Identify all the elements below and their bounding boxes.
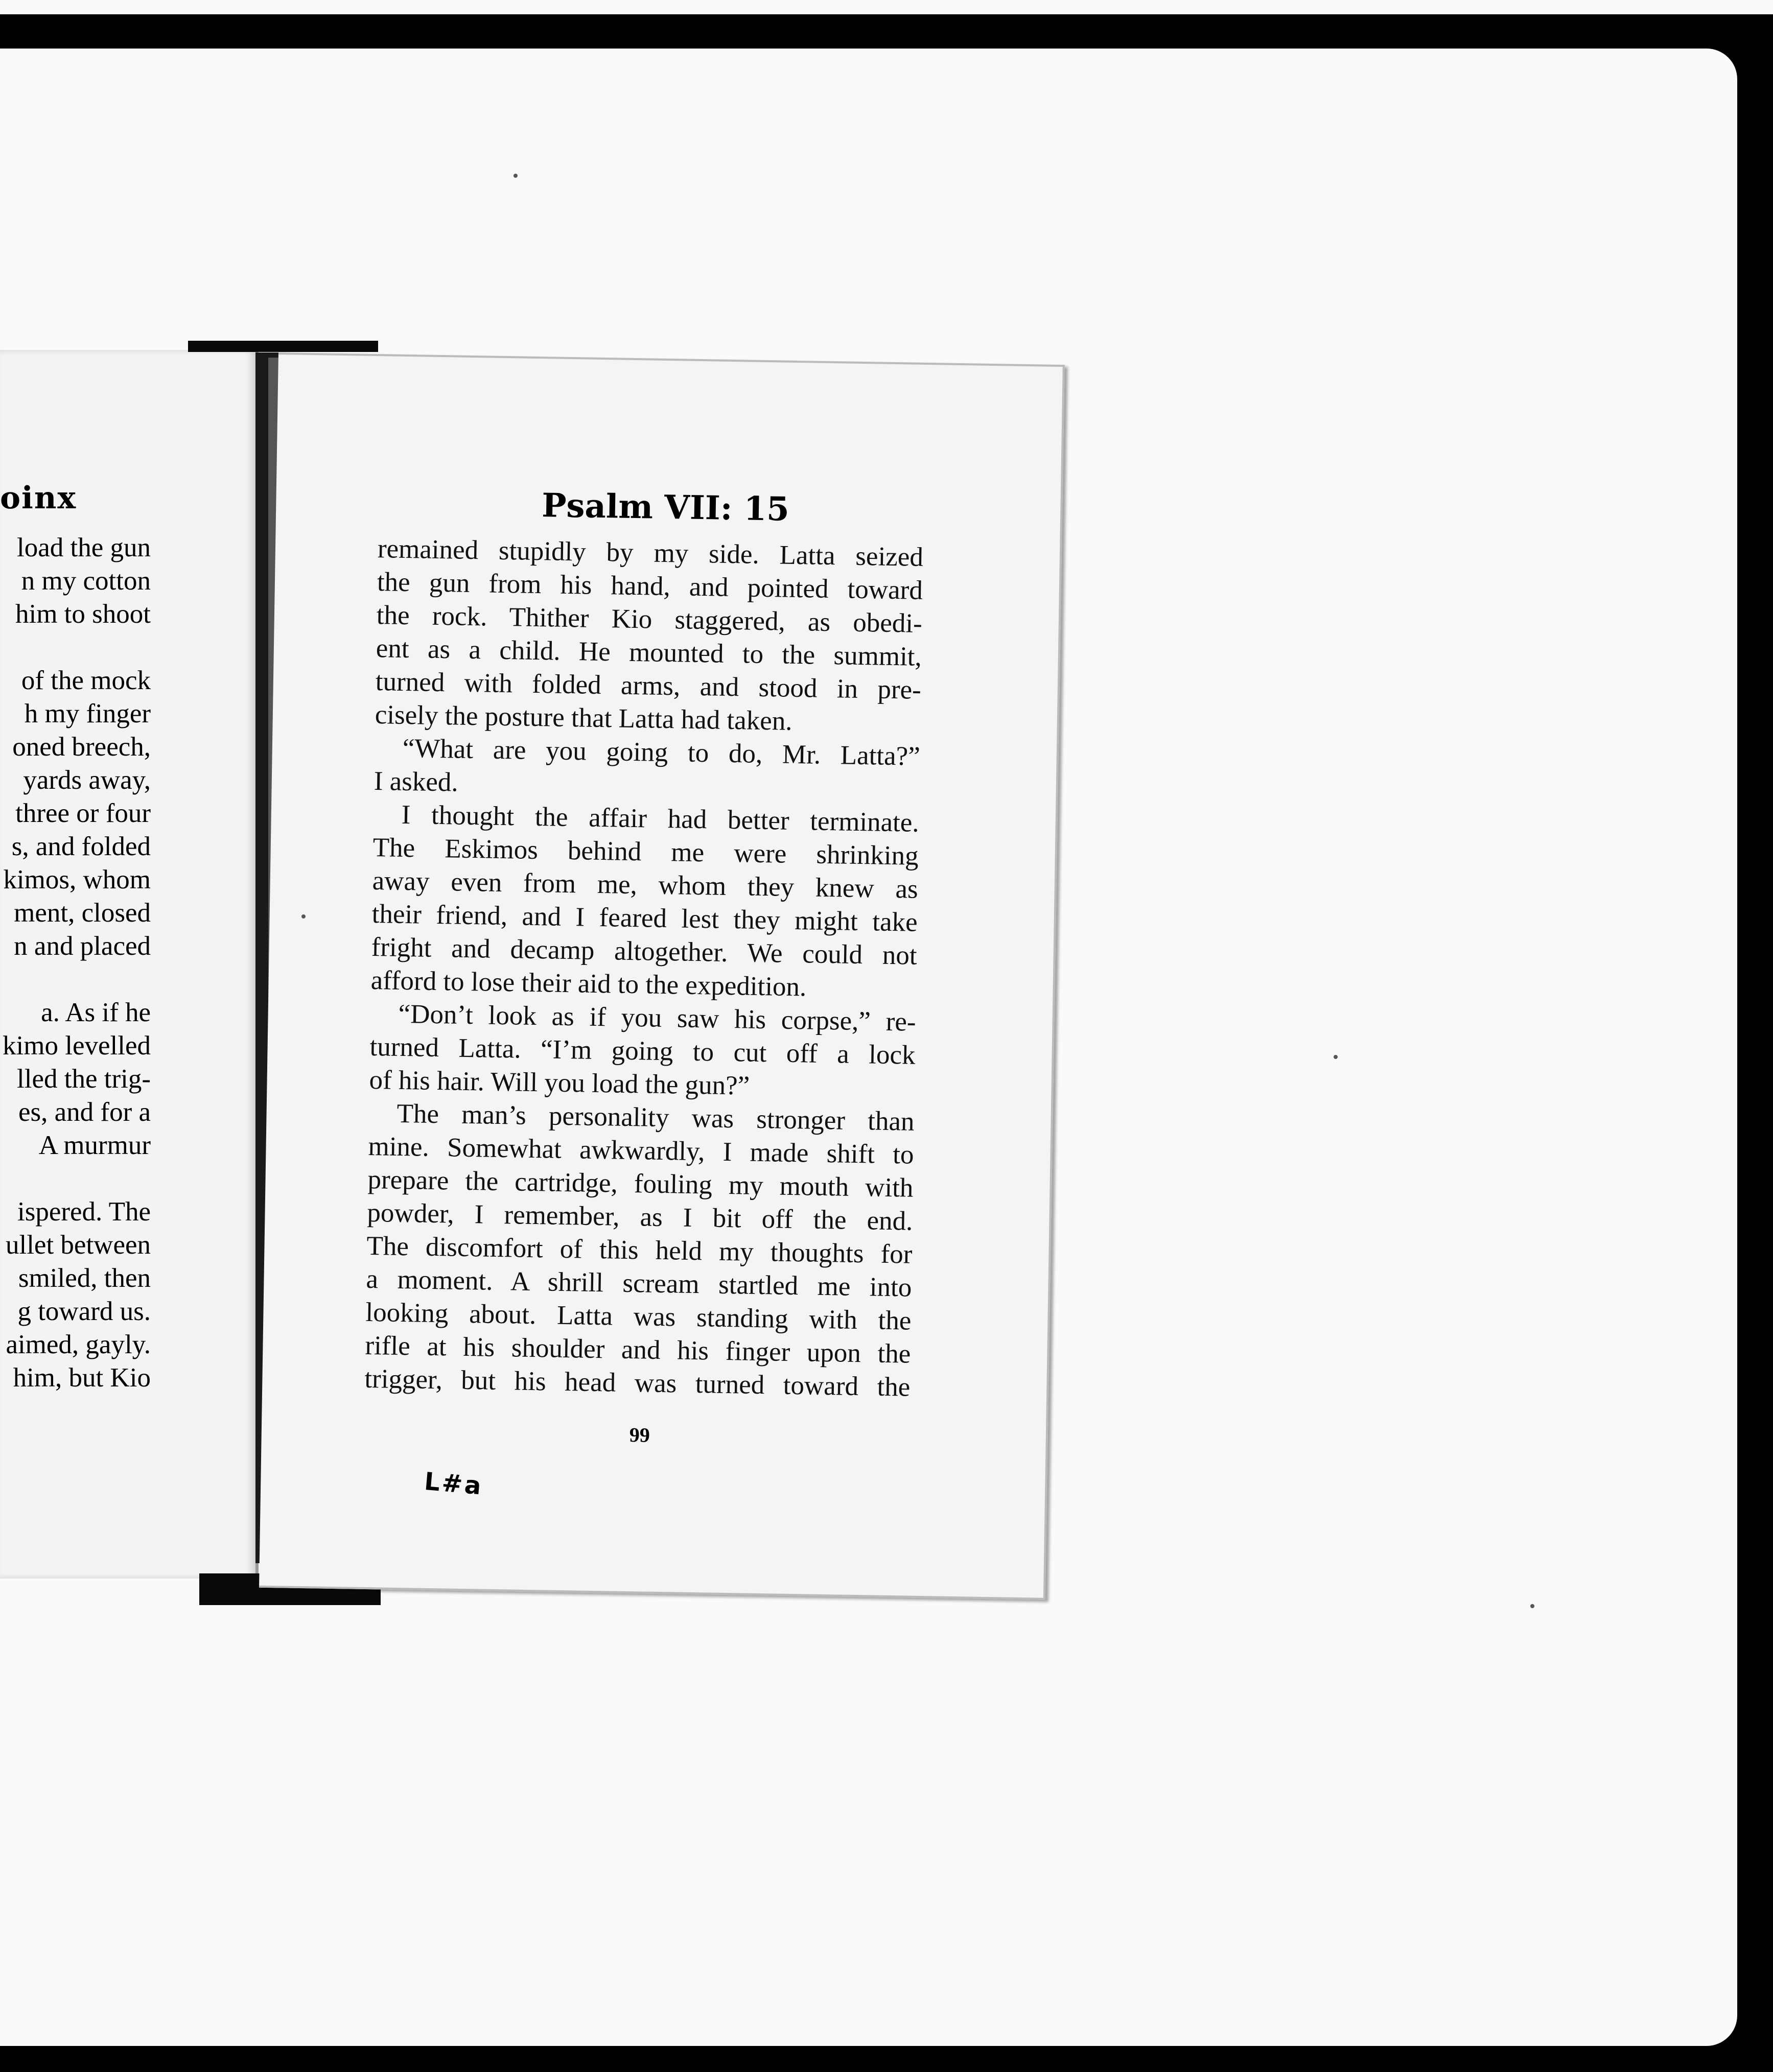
text-line: remained stupidly by my side. Latta seized: [377, 534, 924, 572]
text-line: of his hair. Will you load the gun?”: [369, 1065, 750, 1101]
speck: [514, 174, 518, 178]
text-line: turned Latta. “I’m going to cut off a lock: [369, 1031, 916, 1070]
left-text-line: lled the trig-: [17, 1064, 151, 1094]
left-text-line: n my cotton: [21, 566, 151, 596]
text-line: mine. Somewhat awkwardly, I made shift to: [368, 1131, 914, 1170]
text-line: fright and decamp altogether. We could not: [371, 932, 918, 971]
text-line: “What are you going to do, Mr. Latta?”: [402, 733, 921, 771]
page-number: 99: [629, 1423, 650, 1447]
text-line: away even from me, whom they knew as: [372, 866, 919, 904]
left-text-line: ullet between: [5, 1230, 151, 1260]
text-line: prepare the cartridge, fouling my mouth with: [367, 1164, 914, 1203]
handwritten-note: L#a: [423, 1467, 484, 1501]
left-text-line: s, and folded: [11, 832, 151, 861]
tape-strip-top: [188, 341, 378, 352]
text-line: afford to lose their aid to the expedition.: [370, 965, 807, 1002]
left-text-line: smiled, then: [18, 1263, 151, 1293]
left-text-line: ispered. The: [17, 1197, 151, 1227]
left-text-line: es, and for a: [18, 1097, 151, 1127]
text-line: turned with folded arms, and stood in pre-: [375, 667, 922, 705]
text-line: the rock. Thither Kio staggered, as obedi-: [376, 600, 923, 639]
left-text-line: kimos, whom: [3, 865, 151, 894]
text-line: powder, I remember, as I bit off the end.: [367, 1197, 913, 1236]
text-line: cisely the posture that Latta had taken.: [375, 700, 793, 736]
left-text-line: oned breech,: [12, 732, 151, 762]
speck: [1334, 1055, 1338, 1059]
text-line: The man’s personality was stronger than: [396, 1098, 915, 1137]
text-line: “Don’t look as if you saw his corpse,” re-: [398, 999, 917, 1037]
text-line: The discomfort of this held my thoughts for: [366, 1231, 913, 1269]
right-page: [259, 352, 1065, 1600]
left-text-line: aimed, gayly.: [6, 1330, 151, 1359]
film-border-bottom: [0, 2059, 1773, 2072]
speck: [1530, 1604, 1534, 1608]
left-text-line: h my finger: [24, 699, 151, 728]
page-body-text: [364, 532, 923, 1404]
left-page: [0, 350, 259, 1579]
text-line: The Eskimos behind me were shrinking: [372, 833, 919, 871]
text-line: looking about. Latta was standing with the: [365, 1297, 912, 1336]
left-page-text: [0, 531, 151, 1395]
left-text-line: yards away,: [23, 765, 151, 795]
page-heading: Psalm VII: 15: [541, 486, 790, 529]
text-line: the gun from his hand, and pointed toward: [377, 567, 923, 605]
text-line: a moment. A shrill scream startled me into: [366, 1264, 912, 1303]
left-page-title: oinx: [0, 480, 77, 516]
text-line: rifle at his shoulder and his finger upon the: [365, 1330, 911, 1369]
left-text-line: a. As if he: [41, 998, 151, 1027]
left-text-line: three or four: [15, 798, 151, 828]
left-text-line: [0, 963, 151, 996]
left-text-line: [0, 1162, 151, 1195]
left-text-line: ment, closed: [14, 898, 151, 928]
left-text-line: him, but Kio: [13, 1363, 151, 1393]
left-text-line: g toward us.: [17, 1297, 151, 1326]
text-line: their friend, and I feared lest they might take: [371, 899, 918, 937]
text-line: trigger, but his head was turned toward the: [364, 1363, 911, 1402]
left-text-line: n and placed: [14, 931, 151, 961]
left-text-line: load the gun: [17, 533, 151, 562]
left-text-line: kimo levelled: [3, 1031, 151, 1061]
text-line: I asked.: [374, 766, 459, 797]
speck: [301, 914, 306, 919]
text-line: ent as a child. He mounted to the summit,: [376, 633, 922, 672]
left-text-line: of the mock: [21, 666, 151, 695]
text-line: I thought the affair had better terminate.: [401, 799, 920, 838]
film-border-top: [0, 0, 1773, 14]
left-text-line: him to shoot: [15, 599, 151, 629]
left-text-line: A murmur: [38, 1131, 151, 1160]
left-text-line: [0, 631, 151, 664]
